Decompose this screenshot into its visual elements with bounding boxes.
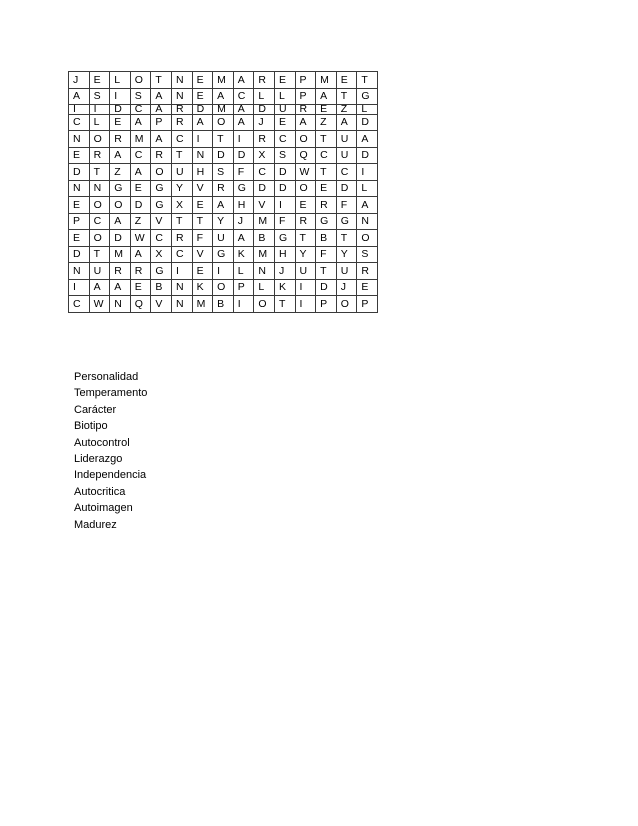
grid-cell: R	[254, 72, 275, 89]
grid-cell: T	[336, 230, 357, 247]
grid-cell: M	[316, 72, 337, 89]
grid-cell: E	[336, 72, 357, 89]
grid-cell: J	[233, 213, 254, 230]
grid-cell: O	[336, 296, 357, 313]
grid-cell: B	[316, 230, 337, 247]
grid-cell: J	[336, 279, 357, 296]
grid-cell: A	[151, 105, 172, 115]
grid-cell: A	[69, 88, 90, 105]
grid-cell: D	[192, 105, 213, 115]
grid-cell: N	[171, 88, 192, 105]
grid-cell: E	[274, 72, 295, 89]
grid-cell: H	[192, 164, 213, 181]
grid-cell: L	[233, 263, 254, 280]
grid-cell: N	[69, 263, 90, 280]
grid-cell: I	[213, 263, 234, 280]
grid-cell: M	[130, 131, 151, 148]
grid-cell: A	[357, 197, 378, 214]
grid-cell: G	[110, 180, 131, 197]
grid-cell: U	[274, 105, 295, 115]
grid-cell: Y	[171, 180, 192, 197]
grid-cell: A	[110, 213, 131, 230]
grid-cell: D	[254, 105, 275, 115]
grid-cell: A	[192, 114, 213, 131]
grid-cell: T	[316, 263, 337, 280]
grid-row	[69, 114, 378, 131]
grid-cell: E	[89, 72, 110, 89]
grid-cell: I	[233, 296, 254, 313]
grid-row	[69, 164, 378, 181]
grid-cell: R	[254, 131, 275, 148]
grid-cell: L	[254, 279, 275, 296]
grid-cell: P	[295, 72, 316, 89]
grid-cell: A	[110, 279, 131, 296]
grid-cell: Z	[336, 105, 357, 115]
grid-cell: S	[130, 88, 151, 105]
grid-cell: V	[151, 296, 172, 313]
grid-cell: S	[89, 88, 110, 105]
grid-cell: C	[89, 213, 110, 230]
grid-cell: T	[192, 213, 213, 230]
word-list-item: Autocritica	[74, 485, 126, 498]
grid-cell: D	[336, 180, 357, 197]
grid-cell: A	[295, 114, 316, 131]
grid-cell: I	[233, 131, 254, 148]
grid-cell: I	[295, 296, 316, 313]
grid-cell: J	[274, 263, 295, 280]
grid-cell: Y	[295, 246, 316, 263]
grid-cell: E	[316, 105, 337, 115]
grid-cell: I	[69, 279, 90, 296]
grid-cell: S	[357, 246, 378, 263]
grid-cell: O	[295, 180, 316, 197]
grid-cell: Y	[213, 213, 234, 230]
word-list-item: Temperamento	[74, 387, 148, 400]
grid-cell: R	[110, 131, 131, 148]
grid-cell: V	[192, 180, 213, 197]
grid-row	[69, 230, 378, 247]
grid-cell: A	[233, 230, 254, 247]
grid-cell: P	[151, 114, 172, 131]
grid-cell: I	[110, 88, 131, 105]
grid-cell: D	[130, 197, 151, 214]
grid-cell: Z	[130, 213, 151, 230]
grid-cell: A	[130, 246, 151, 263]
grid-cell: C	[130, 105, 151, 115]
grid-cell: C	[130, 147, 151, 164]
grid-row	[69, 180, 378, 197]
grid-cell: T	[316, 164, 337, 181]
grid-cell: D	[254, 180, 275, 197]
grid-cell: O	[130, 72, 151, 89]
grid-cell: H	[233, 197, 254, 214]
grid-cell: Q	[295, 147, 316, 164]
grid-cell: E	[69, 197, 90, 214]
grid-cell: N	[69, 180, 90, 197]
grid-cell: E	[274, 114, 295, 131]
grid-cell: C	[171, 131, 192, 148]
grid-cell: C	[274, 131, 295, 148]
grid-cell: N	[254, 263, 275, 280]
grid-cell: X	[171, 197, 192, 214]
grid-cell: A	[151, 131, 172, 148]
grid-cell: L	[357, 105, 378, 115]
word-list-item: Independencia	[74, 469, 147, 482]
grid-cell: E	[357, 279, 378, 296]
grid-cell: W	[89, 296, 110, 313]
grid-cell: A	[130, 164, 151, 181]
grid-cell: E	[316, 180, 337, 197]
grid-cell: N	[171, 279, 192, 296]
word-list-item: Autocontrol	[74, 436, 130, 449]
grid-cell: N	[192, 147, 213, 164]
grid-row	[69, 131, 378, 148]
grid-cell: R	[295, 213, 316, 230]
grid-cell: R	[316, 197, 337, 214]
grid-cell: N	[110, 296, 131, 313]
grid-cell: K	[192, 279, 213, 296]
grid-cell: C	[69, 296, 90, 313]
grid-cell: E	[192, 263, 213, 280]
grid-cell: O	[151, 164, 172, 181]
grid-cell: R	[171, 114, 192, 131]
grid-cell: G	[233, 180, 254, 197]
grid-cell: O	[89, 131, 110, 148]
grid-cell: U	[213, 230, 234, 247]
grid-cell: O	[357, 230, 378, 247]
grid-cell: C	[233, 88, 254, 105]
grid-cell: U	[336, 263, 357, 280]
grid-cell: D	[69, 246, 90, 263]
grid-cell: F	[316, 246, 337, 263]
grid-cell: G	[213, 246, 234, 263]
grid-cell: D	[357, 147, 378, 164]
grid-cell: E	[69, 147, 90, 164]
grid-cell: T	[213, 131, 234, 148]
word-list-item: Biotipo	[74, 420, 108, 433]
grid-row	[69, 88, 378, 105]
grid-cell: T	[171, 147, 192, 164]
grid-cell: A	[316, 88, 337, 105]
grid-cell: I	[192, 131, 213, 148]
grid-row	[69, 246, 378, 263]
grid-cell: R	[295, 105, 316, 115]
grid-cell: M	[254, 213, 275, 230]
grid-cell: P	[233, 279, 254, 296]
grid-cell: M	[192, 296, 213, 313]
grid-cell: B	[254, 230, 275, 247]
word-search-grid-body	[69, 72, 378, 313]
grid-cell: A	[151, 88, 172, 105]
grid-cell: N	[89, 180, 110, 197]
grid-cell: C	[151, 230, 172, 247]
grid-cell: N	[69, 131, 90, 148]
grid-cell: U	[295, 263, 316, 280]
grid-cell: H	[274, 246, 295, 263]
grid-row	[69, 72, 378, 89]
grid-cell: O	[89, 197, 110, 214]
grid-cell: X	[254, 147, 275, 164]
grid-cell: E	[110, 114, 131, 131]
grid-cell: C	[69, 114, 90, 131]
grid-cell: U	[336, 131, 357, 148]
grid-cell: R	[130, 263, 151, 280]
grid-cell: O	[89, 230, 110, 247]
grid-cell: A	[357, 131, 378, 148]
grid-row	[69, 263, 378, 280]
grid-cell: B	[213, 296, 234, 313]
grid-cell: I	[357, 164, 378, 181]
grid-cell: R	[89, 147, 110, 164]
grid-cell: J	[254, 114, 275, 131]
grid-cell: F	[233, 164, 254, 181]
grid-cell: A	[130, 114, 151, 131]
grid-cell: S	[213, 164, 234, 181]
grid-cell: C	[171, 246, 192, 263]
grid-cell: B	[151, 279, 172, 296]
grid-cell: Y	[336, 246, 357, 263]
grid-cell: F	[274, 213, 295, 230]
grid-cell: G	[274, 230, 295, 247]
grid-row	[69, 105, 378, 115]
grid-cell: E	[130, 180, 151, 197]
grid-cell: D	[357, 114, 378, 131]
grid-cell: O	[213, 279, 234, 296]
grid-row	[69, 296, 378, 313]
grid-cell: L	[89, 114, 110, 131]
grid-cell: R	[151, 147, 172, 164]
grid-cell: S	[274, 147, 295, 164]
grid-row	[69, 213, 378, 230]
grid-cell: J	[69, 72, 90, 89]
grid-cell: E	[192, 88, 213, 105]
grid-cell: V	[192, 246, 213, 263]
grid-cell: I	[295, 279, 316, 296]
grid-cell: U	[89, 263, 110, 280]
grid-cell: P	[295, 88, 316, 105]
grid-cell: E	[130, 279, 151, 296]
grid-cell: P	[69, 213, 90, 230]
grid-cell: N	[357, 213, 378, 230]
grid-cell: O	[254, 296, 275, 313]
grid-cell: P	[357, 296, 378, 313]
grid-cell: D	[110, 105, 131, 115]
grid-cell: D	[233, 147, 254, 164]
grid-cell: K	[274, 279, 295, 296]
grid-cell: I	[89, 105, 110, 115]
grid-cell: L	[274, 88, 295, 105]
grid-cell: G	[357, 88, 378, 105]
grid-cell: X	[151, 246, 172, 263]
grid-cell: T	[357, 72, 378, 89]
grid-cell: O	[110, 197, 131, 214]
grid-cell: L	[254, 88, 275, 105]
word-list	[74, 369, 147, 533]
grid-cell: T	[274, 296, 295, 313]
grid-cell: Z	[316, 114, 337, 131]
grid-cell: G	[316, 213, 337, 230]
grid-cell: F	[192, 230, 213, 247]
grid-cell: A	[213, 88, 234, 105]
word-list-item: Personalidad	[74, 371, 139, 383]
grid-cell: T	[316, 131, 337, 148]
grid-cell: D	[69, 164, 90, 181]
grid-cell: D	[213, 147, 234, 164]
grid-cell: C	[336, 164, 357, 181]
grid-cell: M	[110, 246, 131, 263]
grid-cell: A	[89, 279, 110, 296]
grid-cell: I	[171, 263, 192, 280]
grid-cell: T	[336, 88, 357, 105]
grid-cell: O	[295, 131, 316, 148]
grid-cell: M	[213, 72, 234, 89]
grid-cell: U	[171, 164, 192, 181]
grid-cell: I	[69, 105, 90, 115]
word-search-grid	[68, 71, 378, 313]
grid-cell: E	[192, 197, 213, 214]
grid-cell: R	[357, 263, 378, 280]
grid-cell: V	[151, 213, 172, 230]
grid-cell: T	[171, 213, 192, 230]
grid-cell: E	[192, 72, 213, 89]
grid-row	[69, 147, 378, 164]
grid-cell: L	[110, 72, 131, 89]
grid-cell: V	[254, 197, 275, 214]
grid-cell: C	[254, 164, 275, 181]
grid-cell: K	[233, 246, 254, 263]
grid-cell: W	[130, 230, 151, 247]
grid-cell: W	[295, 164, 316, 181]
grid-cell: A	[110, 147, 131, 164]
grid-cell: N	[171, 296, 192, 313]
grid-cell: R	[171, 230, 192, 247]
grid-cell: G	[151, 263, 172, 280]
grid-cell: R	[110, 263, 131, 280]
grid-cell: D	[110, 230, 131, 247]
word-list-item: Madurez	[74, 518, 117, 531]
grid-cell: D	[274, 164, 295, 181]
grid-cell: L	[357, 180, 378, 197]
grid-cell: U	[336, 147, 357, 164]
grid-cell: P	[316, 296, 337, 313]
grid-cell: T	[151, 72, 172, 89]
grid-cell: T	[89, 164, 110, 181]
grid-cell: D	[274, 180, 295, 197]
grid-cell: I	[274, 197, 295, 214]
grid-cell: E	[295, 197, 316, 214]
grid-cell: G	[151, 197, 172, 214]
grid-cell: N	[171, 72, 192, 89]
grid-cell: T	[295, 230, 316, 247]
grid-cell: F	[336, 197, 357, 214]
grid-cell: A	[213, 197, 234, 214]
word-list-item: Autoimagen	[74, 502, 133, 515]
grid-cell: R	[213, 180, 234, 197]
grid-cell: R	[171, 105, 192, 115]
word-list-item: Carácter	[74, 403, 117, 416]
grid-cell: O	[213, 114, 234, 131]
grid-cell: A	[233, 72, 254, 89]
grid-cell: A	[336, 114, 357, 131]
grid-cell: M	[213, 105, 234, 115]
grid-cell: C	[316, 147, 337, 164]
grid-cell: G	[151, 180, 172, 197]
grid-cell: Z	[110, 164, 131, 181]
word-list-item: Liderazgo	[74, 452, 123, 465]
grid-cell: A	[233, 114, 254, 131]
grid-row	[69, 279, 378, 296]
grid-cell: M	[254, 246, 275, 263]
grid-cell: G	[336, 213, 357, 230]
grid-cell: T	[89, 246, 110, 263]
grid-row	[69, 197, 378, 214]
grid-cell: Q	[130, 296, 151, 313]
grid-cell: E	[69, 230, 90, 247]
grid-cell: A	[233, 105, 254, 115]
grid-cell: D	[316, 279, 337, 296]
